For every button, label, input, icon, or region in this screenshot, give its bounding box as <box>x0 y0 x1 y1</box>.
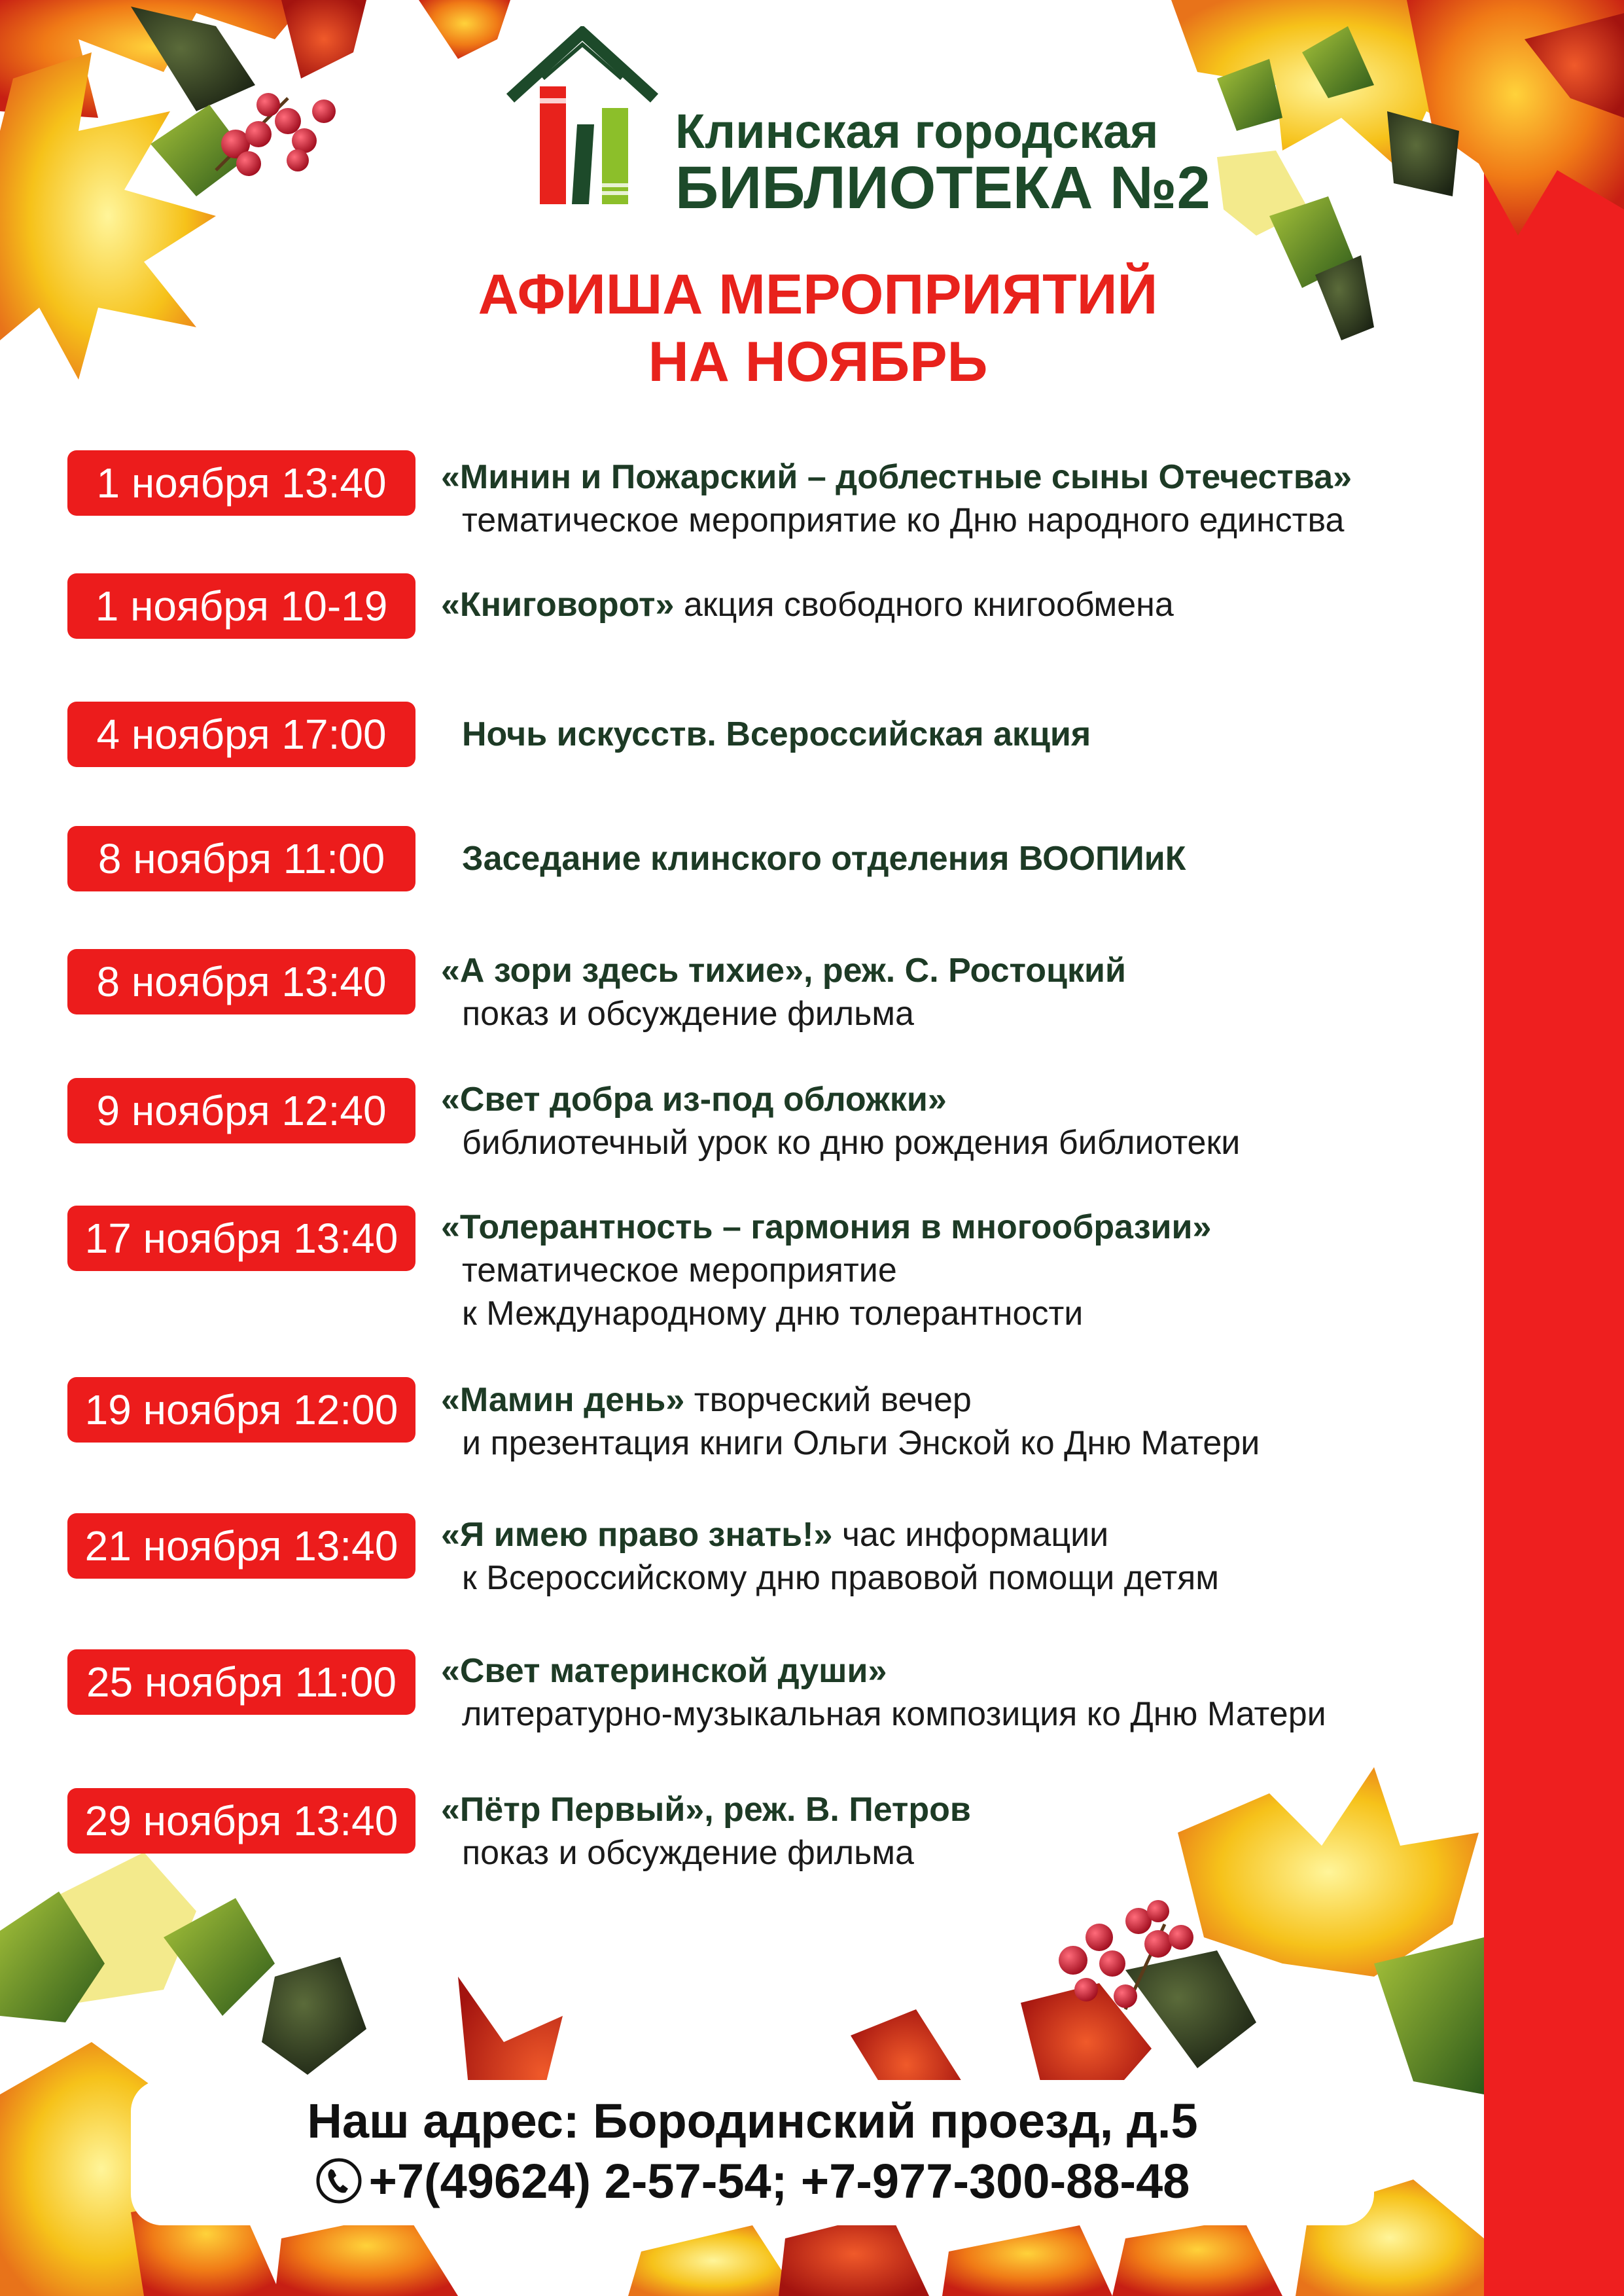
event-title: «Толерантность – гармония в многообразии» <box>441 1208 1212 1246</box>
event-date-badge: 17 ноября 13:40 <box>67 1206 415 1271</box>
event-title-rest: творческий вечер <box>684 1381 972 1419</box>
event-title: «А зори здесь тихие», реж. С. Ростоцкий <box>441 952 1126 990</box>
event-text <box>441 713 1488 756</box>
event-text <box>441 1788 1488 1874</box>
event-title: «Пётр Первый», реж. В. Петров <box>441 1791 971 1829</box>
event-description: тематическое мероприятие <box>462 1251 897 1289</box>
event-description: к Всероссийскому дню правовой помощи детям <box>462 1559 1219 1597</box>
event-title: «Свет добра из-под обложки» <box>441 1081 947 1119</box>
event-text <box>441 456 1488 542</box>
library-name-line1: Клинская городская <box>675 104 1159 158</box>
phone-icon <box>315 2157 362 2204</box>
event-text <box>441 1649 1488 1736</box>
event-description-line2: к Международному дню толерантности <box>462 1295 1084 1333</box>
event-title: «Книговорот» <box>441 586 675 624</box>
event-date-badge: 29 ноября 13:40 <box>67 1788 415 1854</box>
event-date-badge: 8 ноября 13:40 <box>67 949 415 1014</box>
event-date-badge: 19 ноября 12:00 <box>67 1377 415 1443</box>
event-text <box>441 949 1488 1035</box>
event-date-badge: 21 ноября 13:40 <box>67 1513 415 1579</box>
event-text <box>441 1078 1488 1164</box>
event-description: акция свободного книгообмена <box>674 586 1174 624</box>
event-date-badge: 1 ноября 10-19 <box>67 573 415 639</box>
phone-line <box>131 2153 1374 2209</box>
book-house-icon <box>504 26 674 216</box>
event-title: Ночь искусств. Всероссийская акция <box>462 715 1091 753</box>
event-title-rest: час информации <box>832 1516 1109 1554</box>
event-title: «Свет материнской души» <box>441 1652 887 1690</box>
phone-numbers: +7(49624) 2-57-54; +7-977-300-88-48 <box>368 2154 1190 2208</box>
event-title: «Мамин день» <box>441 1381 685 1419</box>
address-text: Наш адрес: Бородинский проезд, д.5 <box>307 2094 1198 2148</box>
event-text <box>441 837 1488 880</box>
event-description: и презентация книги Ольги Энской ко Дню Матери <box>462 1424 1260 1462</box>
library-logo <box>504 26 1210 221</box>
event-text <box>441 1206 1488 1335</box>
event-text <box>441 1513 1488 1600</box>
event-text <box>441 1378 1488 1465</box>
poster-title-line1: АФИША МЕРОПРИЯТИЙ <box>478 263 1158 326</box>
event-date-badge: 25 ноября 11:00 <box>67 1649 415 1715</box>
event-date-badge: 9 ноября 12:40 <box>67 1078 415 1143</box>
event-text <box>441 583 1488 626</box>
event-description: тематическое мероприятие ко Дню народного единства <box>462 501 1345 539</box>
event-date-badge: 4 ноября 17:00 <box>67 702 415 767</box>
library-name-line2: БИБЛИОТЕКА №2 <box>675 154 1210 221</box>
event-description: показ и обсуждение фильма <box>462 995 914 1033</box>
event-title: «Минин и Пожарский – доблестные сыны Отечества» <box>441 458 1352 496</box>
event-description: показ и обсуждение фильма <box>462 1834 914 1872</box>
berries-top-left <box>221 93 336 176</box>
event-title: «Я имею право знать!» <box>441 1516 833 1554</box>
event-date-badge: 8 ноября 11:00 <box>67 826 415 891</box>
poster-title-line2: НА НОЯБРЬ <box>648 331 988 393</box>
event-description: библиотечный урок ко дню рождения библиотеки <box>462 1124 1241 1162</box>
event-date-badge: 1 ноября 13:40 <box>67 450 415 516</box>
event-description: литературно-музыкальная композиция ко Дню Матери <box>462 1695 1326 1733</box>
event-title: Заседание клинского отделения ВООПИиК <box>462 840 1186 878</box>
